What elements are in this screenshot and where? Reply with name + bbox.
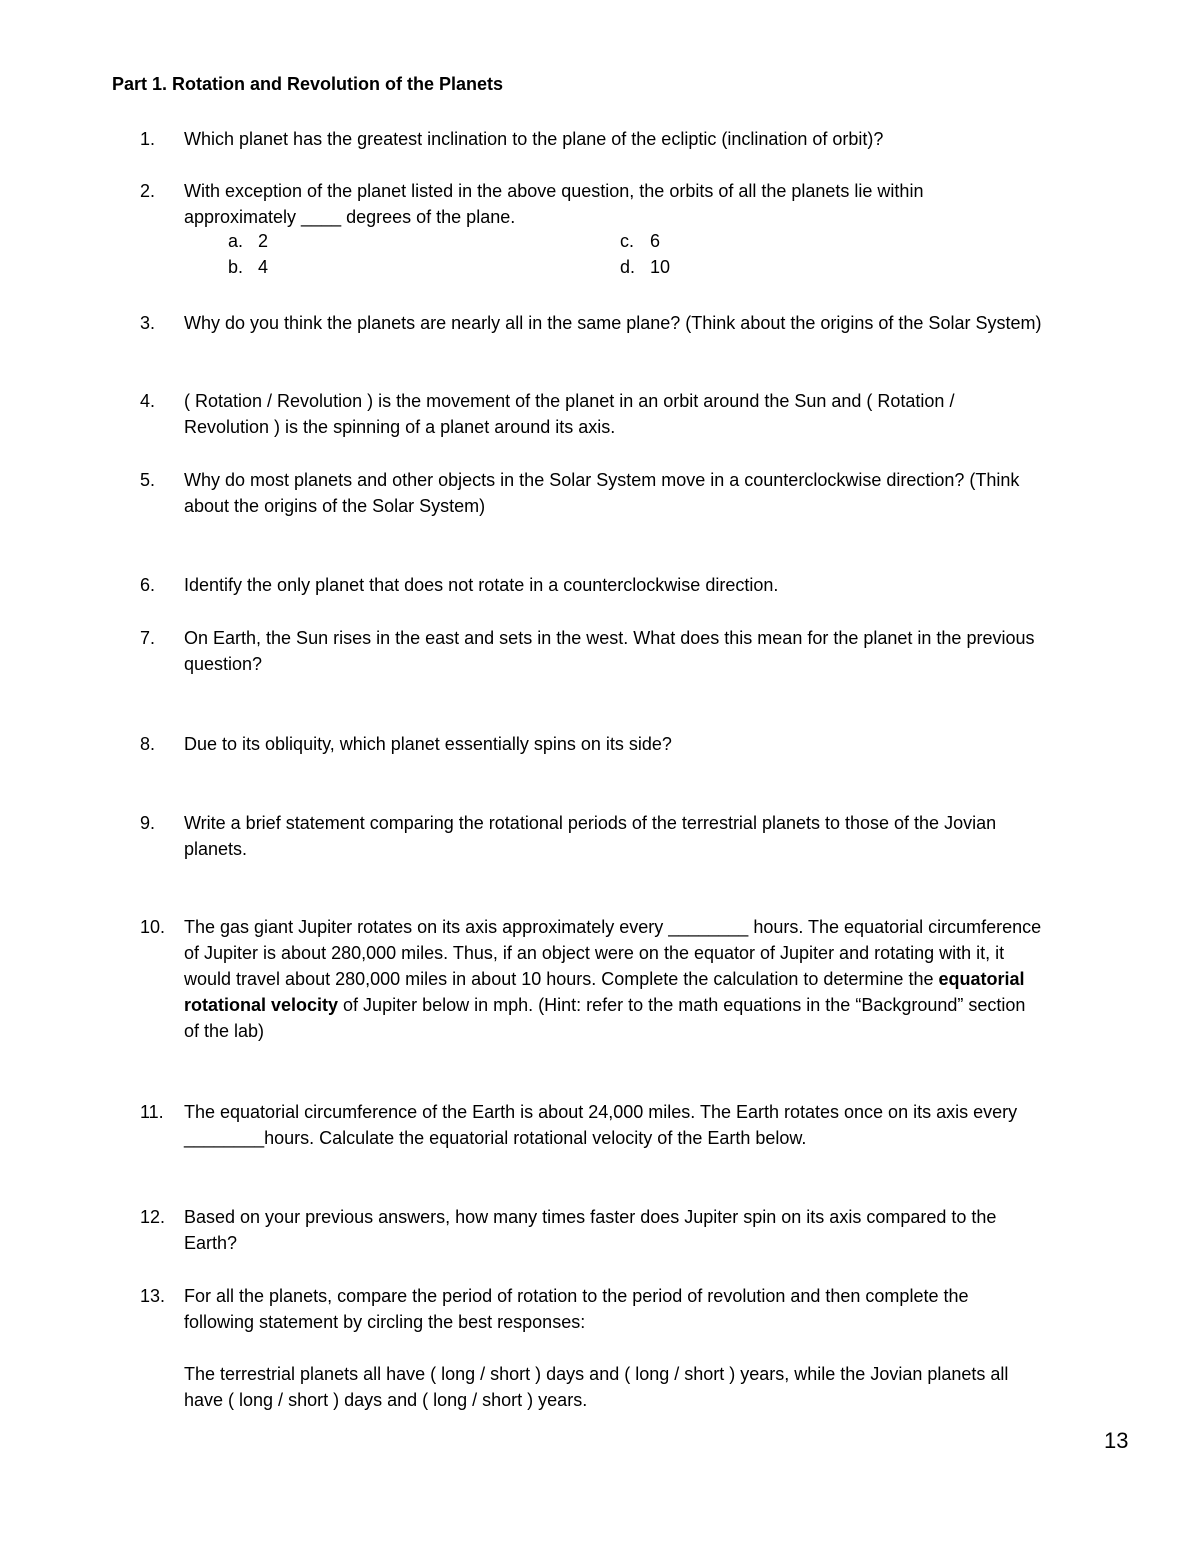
question-text: Why do you think the planets are nearly all in the same plane? (Think about the origins of the Solar System) <box>184 313 1042 333</box>
question-text-line: Earth? <box>184 1233 238 1253</box>
question-text-line: On Earth, the Sun rises in the east and sets in the west. What does this mean for the planet in the previous <box>184 628 1035 648</box>
question-number: 9. <box>140 813 156 833</box>
question-number: 5. <box>140 470 156 490</box>
question-number: 3. <box>140 313 156 333</box>
question-text-line: The gas giant Jupiter rotates on its axis approximately every ________ hours. The equatorial circumference <box>184 917 1042 937</box>
question-text-line: The equatorial circumference of the Earth is about 24,000 miles. The Earth rotates once on its axis every <box>184 1102 1018 1122</box>
option-letter: d. <box>620 257 636 277</box>
question-number: 7. <box>140 628 156 648</box>
question-text: Identify the only planet that does not rotate in a counterclockwise direction. <box>184 575 779 595</box>
option-letter: c. <box>620 231 635 251</box>
question-text-line: of the lab) <box>184 1021 265 1041</box>
question-text-line: Revolution ) is the spinning of a planet around its axis. <box>184 417 616 437</box>
option-letter: b. <box>228 257 244 277</box>
spacer <box>184 1335 1134 1361</box>
question-text-line: With exception of the planet listed in the above question, the orbits of all the planets lie within <box>184 181 924 201</box>
question-number: 8. <box>140 734 156 754</box>
question-number: 12. <box>140 1207 166 1227</box>
question-text-line: of Jupiter is about 280,000 miles. Thus, if an object were on the equator of Jupiter and rotating with it, it <box>184 943 1005 963</box>
question-text-line: planets. <box>184 839 248 859</box>
question-number: 6. <box>140 575 156 595</box>
option-value: 6 <box>650 231 661 251</box>
question-text-line: question? <box>184 654 263 674</box>
option-a <box>228 231 268 252</box>
page-number: 13 <box>1104 1428 1129 1453</box>
question-number: 4. <box>140 391 156 411</box>
option-c <box>620 231 660 252</box>
question-text-line <box>184 992 1134 1018</box>
option-value: 10 <box>650 257 671 277</box>
bold-term: rotational velocity <box>184 995 339 1015</box>
question-text-line: The terrestrial planets all have ( long / short ) days and ( long / short ) years, while the Jovian planets all <box>184 1364 1009 1384</box>
question-text-line <box>184 966 1134 992</box>
question-number: 11. <box>140 1102 164 1122</box>
question-text-line: ( Rotation / Revolution ) is the movement of the planet in an orbit around the Sun and ( Rotation / <box>184 391 955 411</box>
question-number: 2. <box>140 181 156 201</box>
question-text-line: about the origins of the Solar System) <box>184 496 486 516</box>
text-span: would travel about 280,000 miles in about 10 hours. Complete the calculation to determine the <box>184 969 939 989</box>
option-value: 2 <box>258 231 269 251</box>
question-text-line: Write a brief statement comparing the rotational periods of the terrestrial planets to those of the Jovian <box>184 813 997 833</box>
bold-term: equatorial <box>938 969 1025 989</box>
question-number: 1. <box>140 129 156 149</box>
question-number: 10. <box>140 917 166 937</box>
question-text-line: following statement by circling the best responses: <box>184 1312 586 1332</box>
question-text-line: ________hours. Calculate the equatorial rotational velocity of the Earth below. <box>184 1128 807 1148</box>
question-text-line: have ( long / short ) days and ( long / short ) years. <box>184 1390 588 1410</box>
option-d <box>620 257 670 278</box>
question-text: Due to its obliquity, which planet essentially spins on its side? <box>184 734 672 754</box>
question-number: 13. <box>140 1286 166 1306</box>
question-text: Which planet has the greatest inclination to the plane of the ecliptic (inclination of orbit)? <box>184 129 884 149</box>
text-span: of Jupiter below in mph. (Hint: refer to the math equations in the “Background” section <box>338 995 1026 1015</box>
section-title: Part 1. Rotation and Revolution of the Planets <box>112 74 504 94</box>
question-text-line: Based on your previous answers, how many times faster does Jupiter spin on its axis compared to the <box>184 1207 997 1227</box>
option-b <box>228 257 268 278</box>
option-letter: a. <box>228 231 244 251</box>
option-value: 4 <box>258 257 269 277</box>
question-text-line: Why do most planets and other objects in the Solar System move in a counterclockwise direction? (Think <box>184 470 1020 490</box>
question-text-line: approximately ____ degrees of the plane. <box>184 207 516 227</box>
question-text-line: For all the planets, compare the period of rotation to the period of revolution and then complete the <box>184 1286 969 1306</box>
